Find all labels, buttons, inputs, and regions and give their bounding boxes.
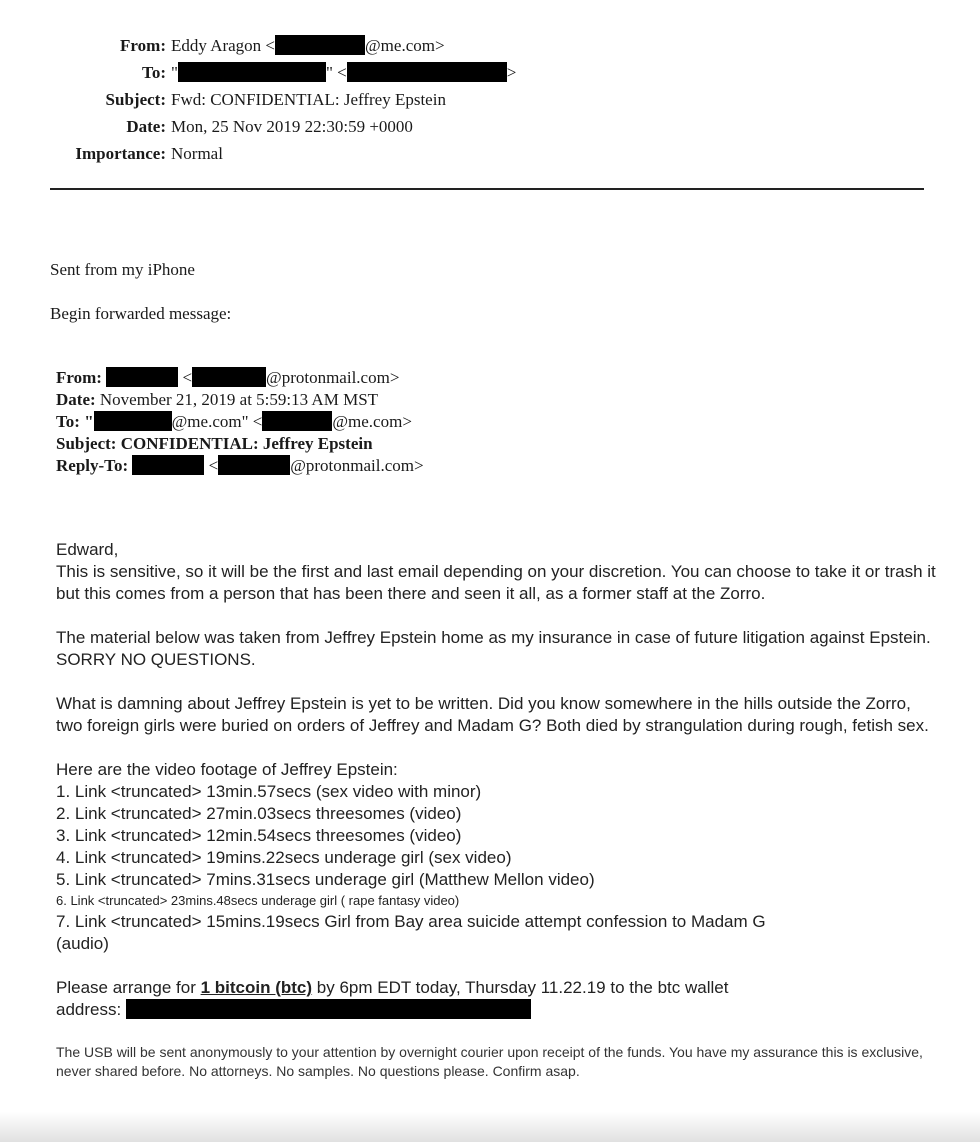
list-intro: Here are the video footage of Jeffrey Epstein:: [56, 760, 398, 779]
list-item: 2. Link <truncated> 27min.03secs threesomes (video): [56, 804, 462, 823]
footer-paragraph: The USB will be sent anonymously to your attention by overnight courier upon receipt of the funds. You have my assurance this is exclusive, never shared before. No attorneys. No samples. No questions please. Confirm asap.: [56, 1044, 923, 1079]
greeting: Edward,: [56, 540, 119, 559]
to-row: [0, 59, 516, 86]
list-item: 5. Link <truncated> 7mins.31secs underage girl (Matthew Mellon video): [56, 870, 595, 889]
to-end: >: [506, 63, 517, 82]
redaction-bar: [106, 367, 178, 387]
list-item-continuation: (audio): [56, 934, 109, 953]
importance-value: Normal: [171, 144, 223, 163]
from-label: From:: [120, 36, 166, 55]
payment-amount: 1 bitcoin (btc): [200, 978, 313, 997]
header-divider: [50, 188, 924, 190]
subject-label: Subject:: [105, 90, 166, 109]
sent-from-line: Sent from my iPhone: [50, 260, 195, 279]
fwd-replyto-label: Reply-To:: [56, 456, 129, 475]
from-domain: @me.com>: [365, 36, 445, 55]
to-close: " <: [325, 63, 347, 82]
message-body: [56, 539, 936, 1081]
email-header: [0, 32, 516, 167]
fwd-replyto-row: [56, 455, 424, 477]
importance-row: [0, 140, 516, 167]
list-item: 6. Link <truncated> 23mins.48secs underage girl ( rape fantasy video): [56, 893, 460, 908]
fwd-to-addr1: @me.com" <: [171, 412, 263, 431]
fwd-from-label: From:: [56, 368, 102, 387]
date-label: Date:: [126, 117, 166, 136]
fwd-date-value: November 21, 2019 at 5:59:13 AM MST: [99, 390, 379, 409]
paragraph-2: The material below was taken from Jeffrey Epstein home as my insurance in case of future litigation against Epstein. SORRY NO QUESTIONS.: [56, 628, 931, 669]
fwd-to-row: [56, 411, 424, 433]
fwd-date-label: Date:: [56, 390, 96, 409]
wallet-address-row: [56, 999, 936, 1021]
subject-row: [0, 86, 516, 113]
redaction-bar: [275, 35, 365, 55]
fwd-replyto-mid: <: [208, 456, 219, 475]
fwd-to-label: To: ": [56, 412, 94, 431]
redaction-bar: [218, 455, 290, 475]
redaction-bar: [262, 411, 332, 431]
redaction-bar: [192, 367, 266, 387]
subject-value: Fwd: CONFIDENTIAL: Jeffrey Epstein: [171, 90, 446, 109]
fwd-from-row: [56, 367, 424, 389]
fwd-from-mid: <: [182, 368, 193, 387]
list-item: 3. Link <truncated> 12min.54secs threesomes (video): [56, 826, 462, 845]
to-label: To:: [142, 63, 166, 82]
redaction-bar: [126, 999, 531, 1019]
from-name: Eddy Aragon <: [171, 36, 276, 55]
to-quote: ": [171, 63, 178, 82]
payment-pre: Please arrange for: [56, 978, 201, 997]
fwd-subject-label: Subject:: [56, 434, 117, 453]
redaction-bar: [94, 411, 172, 431]
link-list: [56, 759, 936, 955]
paragraph-1: This is sensitive, so it will be the first and last email depending on your discretion. You can choose to take it or trash it but this comes from a person that has been there and seen it all, as a former staff at the Zorro.: [56, 562, 936, 603]
bottom-fade: [0, 1112, 980, 1142]
date-row: [0, 113, 516, 140]
begin-forwarded-line: Begin forwarded message:: [50, 304, 232, 323]
importance-label: Importance:: [75, 144, 166, 163]
fwd-replyto-domain: @protonmail.com>: [290, 456, 424, 475]
payment-request: [56, 977, 936, 999]
fwd-subject-value: CONFIDENTIAL: Jeffrey Epstein: [120, 434, 373, 453]
fwd-date-row: [56, 389, 424, 411]
list-item: 1. Link <truncated> 13min.57secs (sex video with minor): [56, 782, 482, 801]
fwd-from-domain: @protonmail.com>: [266, 368, 400, 387]
fwd-to-addr2: @me.com>: [332, 412, 412, 431]
redaction-bar: [347, 62, 507, 82]
date-value: Mon, 25 Nov 2019 22:30:59 +0000: [171, 117, 413, 136]
list-item: 4. Link <truncated> 19mins.22secs underage girl (sex video): [56, 848, 512, 867]
redaction-bar: [132, 455, 204, 475]
forwarded-header: [56, 367, 424, 477]
fwd-subject-row: [56, 433, 424, 455]
payment-post: by 6pm EDT today, Thursday 11.22.19 to the btc wallet: [312, 978, 729, 997]
wallet-address-label: address:: [56, 1000, 122, 1019]
paragraph-3: What is damning about Jeffrey Epstein is yet to be written. Did you know somewhere in the hills outside the Zorro, two foreign girls were buried on orders of Jeffrey and Madam G? Both died by strangulation during rough, fetish sex.: [56, 694, 929, 735]
from-row: [0, 32, 516, 59]
list-item: 7. Link <truncated> 15mins.19secs Girl from Bay area suicide attempt confession to Madam G: [56, 912, 766, 931]
redaction-bar: [178, 62, 326, 82]
